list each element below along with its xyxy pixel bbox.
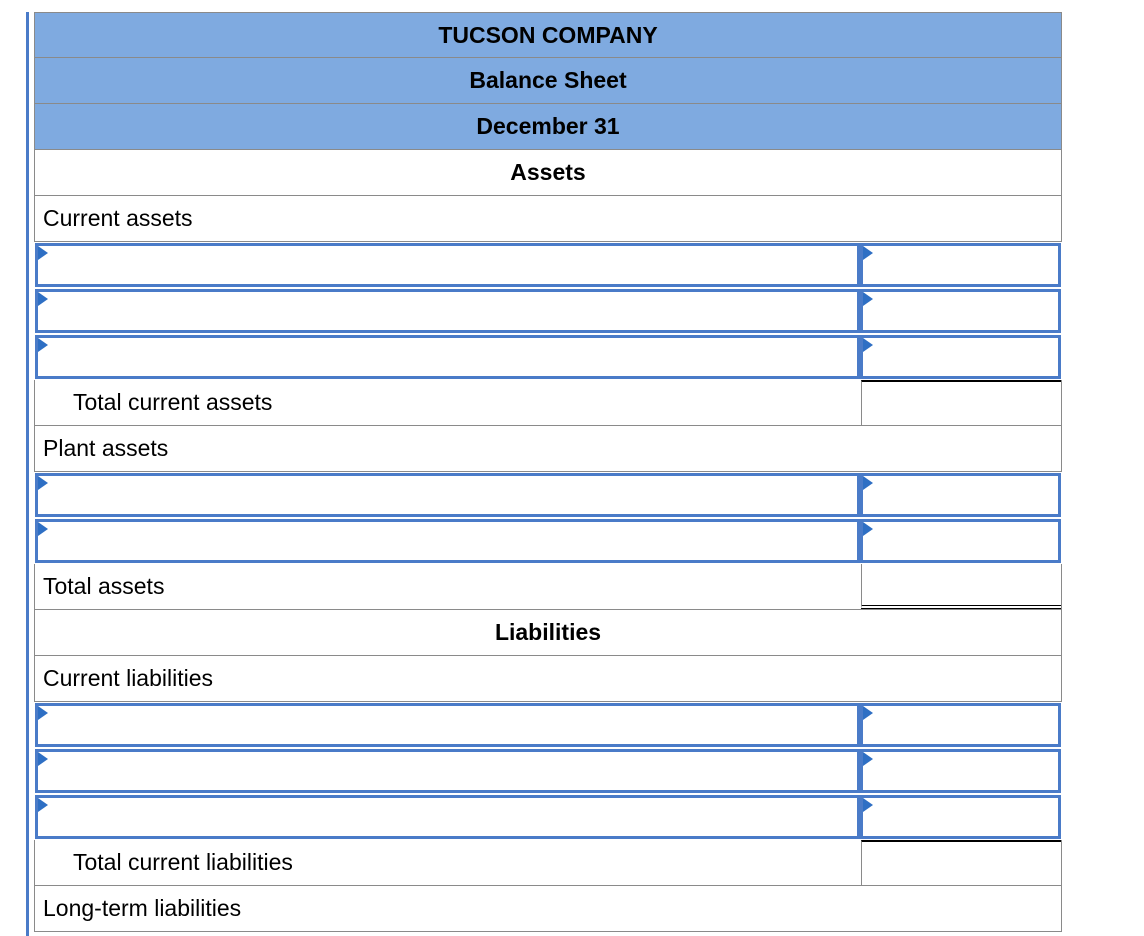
current-liability-description-input[interactable] [35, 749, 860, 793]
triangle-right-icon [38, 338, 48, 352]
header-date-row [34, 104, 1062, 150]
left-accent-bar [26, 12, 29, 936]
triangle-right-icon [38, 476, 48, 490]
triangle-right-icon [863, 752, 873, 766]
header-company-row [34, 12, 1062, 58]
total-assets-label: Total assets [43, 573, 165, 599]
plant-asset-amount-input[interactable] [860, 473, 1061, 517]
triangle-right-icon [38, 522, 48, 536]
plant-asset-amount-input[interactable] [860, 519, 1061, 563]
current-liability-amount-input[interactable] [860, 795, 1061, 839]
current-asset-description-input[interactable] [35, 243, 860, 287]
triangle-right-icon [863, 338, 873, 352]
plant-assets-label: Plant assets [43, 435, 169, 461]
triangle-right-icon [38, 752, 48, 766]
long-term-liabilities-label: Long-term liabilities [43, 895, 242, 921]
current-asset-entry-row [34, 242, 1062, 288]
current-liabilities-row [34, 656, 1062, 702]
plant-asset-description-input[interactable] [35, 473, 860, 517]
assets-heading: Assets [510, 159, 586, 185]
triangle-right-icon [863, 706, 873, 720]
total-current-assets-amount[interactable] [861, 380, 1061, 425]
liabilities-heading: Liabilities [494, 619, 602, 645]
header-statement-row [34, 58, 1062, 104]
current-asset-description-input[interactable] [35, 335, 860, 379]
balance-sheet-table [34, 12, 1062, 932]
current-liability-entry-row [34, 702, 1062, 748]
current-liability-description-input[interactable] [35, 795, 860, 839]
statement-title: Balance Sheet [469, 67, 627, 93]
total-assets-row [34, 564, 1062, 610]
plant-asset-entry-row [34, 518, 1062, 564]
current-asset-entry-row [34, 288, 1062, 334]
assets-heading-row [34, 150, 1062, 196]
triangle-right-icon [863, 798, 873, 812]
total-current-liabilities-amount[interactable] [861, 840, 1061, 885]
plant-asset-entry-row [34, 472, 1062, 518]
current-asset-description-input[interactable] [35, 289, 860, 333]
current-assets-label: Current assets [43, 205, 193, 231]
current-liability-entry-row [34, 748, 1062, 794]
triangle-right-icon [863, 476, 873, 490]
liabilities-heading-row [34, 610, 1062, 656]
triangle-right-icon [863, 246, 873, 260]
current-asset-amount-input[interactable] [860, 335, 1061, 379]
plant-assets-row [34, 426, 1062, 472]
current-liabilities-label: Current liabilities [43, 665, 214, 691]
total-assets-amount[interactable] [861, 564, 1061, 609]
statement-date: December 31 [476, 113, 620, 139]
current-asset-amount-input[interactable] [860, 243, 1061, 287]
current-asset-entry-row [34, 334, 1062, 380]
total-current-liabilities-row [34, 840, 1062, 886]
triangle-right-icon [863, 292, 873, 306]
current-asset-amount-input[interactable] [860, 289, 1061, 333]
current-liability-description-input[interactable] [35, 703, 860, 747]
triangle-right-icon [38, 292, 48, 306]
total-current-liabilities-label: Total current liabilities [73, 849, 293, 875]
triangle-right-icon [38, 706, 48, 720]
triangle-right-icon [38, 246, 48, 260]
plant-asset-description-input[interactable] [35, 519, 860, 563]
long-term-liabilities-row [34, 886, 1062, 932]
current-assets-row [34, 196, 1062, 242]
current-liability-entry-row [34, 794, 1062, 840]
total-current-assets-row [34, 380, 1062, 426]
company-name: TUCSON COMPANY [438, 22, 658, 48]
total-current-assets-label: Total current assets [73, 389, 273, 415]
current-liability-amount-input[interactable] [860, 703, 1061, 747]
current-liability-amount-input[interactable] [860, 749, 1061, 793]
triangle-right-icon [863, 522, 873, 536]
triangle-right-icon [38, 798, 48, 812]
